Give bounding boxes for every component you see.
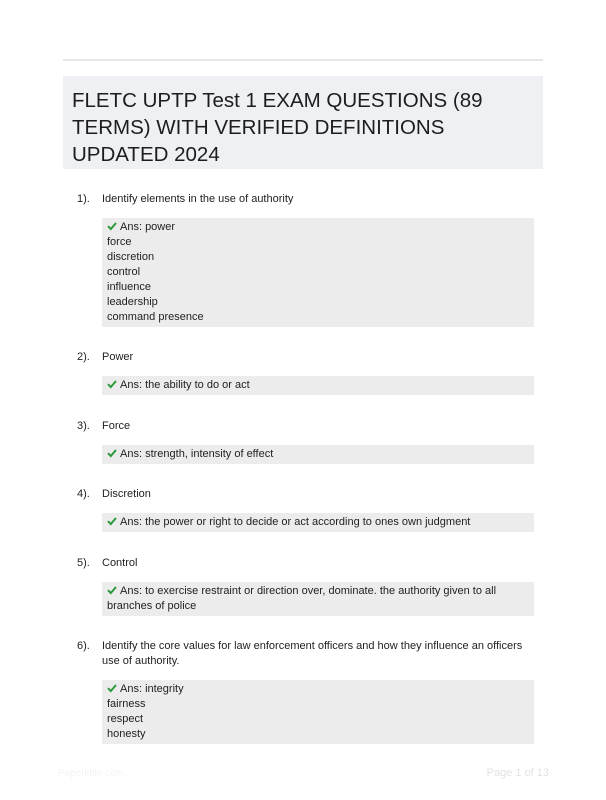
answer-line: discretion: [107, 251, 155, 263]
question-text: Power: [102, 351, 134, 363]
check-icon: [107, 585, 117, 595]
answer-box: [102, 445, 534, 464]
answer-line: command presence: [107, 311, 204, 323]
question-number: 1).: [77, 193, 90, 205]
question-number: 6).: [77, 640, 90, 652]
top-divider: [63, 59, 543, 61]
answer-box: [102, 218, 534, 327]
question-text: Force: [102, 420, 131, 432]
check-icon: [107, 379, 117, 389]
question-text: Discretion: [102, 488, 151, 500]
answer-line: influence: [107, 281, 152, 293]
document-title: FLETC UPTP Test 1 EXAM QUESTIONS (89 TERMS) WITH VERIFIED DEFINITIONS UPDATED 2024: [72, 89, 483, 166]
answer-line: Ans: strength, intensity of effect: [107, 447, 529, 462]
answer-line: control: [107, 266, 141, 278]
title-banner: [63, 76, 543, 169]
page-number: Page 1 of 13: [486, 767, 549, 779]
question-number: 2).: [77, 351, 90, 363]
answer-line: Ans: power: [107, 220, 529, 235]
check-icon: [107, 516, 117, 526]
question-text: Control: [102, 557, 138, 569]
answer-box: [102, 376, 534, 395]
question-text: Identify the core values for law enforcement officers and how they influence an officers use of authority.: [102, 640, 523, 667]
answer-line: Ans: integrity: [107, 682, 529, 697]
question-text: Identify elements in the use of authority: [102, 193, 294, 205]
answer-line: force: [107, 236, 132, 248]
check-icon: [107, 683, 117, 693]
answer-box: [102, 680, 534, 744]
answer-line: respect: [107, 713, 144, 725]
answer-line: Ans: the power or right to decide or act according to ones own judgment: [107, 515, 529, 530]
answer-box: [102, 582, 534, 616]
check-icon: [107, 448, 117, 458]
question-number: 3).: [77, 420, 90, 432]
answer-box: [102, 513, 534, 532]
answer-line: Ans: the ability to do or act: [107, 378, 529, 393]
check-icon: [107, 221, 117, 231]
question-number: 4).: [77, 488, 90, 500]
footer-watermark: Paperlittle.com: [58, 768, 125, 779]
answer-line: fairness: [107, 698, 146, 710]
answer-line: leadership: [107, 296, 158, 308]
answer-line: Ans: to exercise restraint or direction over, dominate. the authority given to all branches of police: [107, 585, 497, 612]
answer-line: honesty: [107, 728, 146, 740]
question-number: 5).: [77, 557, 90, 569]
